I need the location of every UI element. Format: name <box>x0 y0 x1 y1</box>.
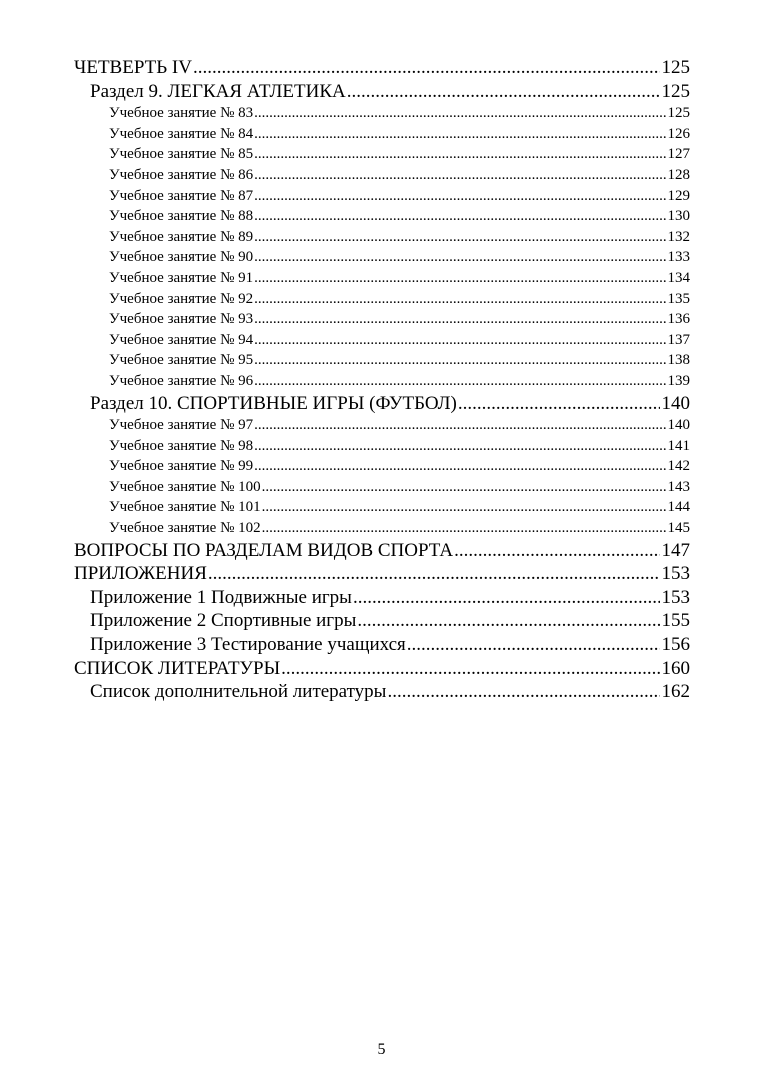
toc-entry-title: Учебное занятие № 90 <box>109 249 254 266</box>
toc-entry[interactable] <box>74 392 690 416</box>
toc-entry[interactable] <box>74 680 690 704</box>
table-of-contents <box>74 56 690 704</box>
toc-entry[interactable] <box>74 247 690 268</box>
toc-entry-page: 137 <box>667 331 690 348</box>
toc-entry-page: 147 <box>661 539 690 561</box>
toc-entry-title: Приложение 2 Спортивные игры <box>90 610 357 632</box>
toc-entry-title: Учебное занятие № 91 <box>109 269 254 286</box>
toc-leader <box>254 289 665 310</box>
toc-entry-title: Учебное занятие № 83 <box>109 105 254 122</box>
toc-leader <box>254 350 665 371</box>
toc-entry-page: 134 <box>667 269 690 286</box>
toc-leader <box>254 436 665 457</box>
toc-entry[interactable] <box>74 371 690 392</box>
toc-entry[interactable] <box>74 657 690 681</box>
toc-entry[interactable] <box>74 350 690 371</box>
toc-entry-page: 139 <box>667 372 690 389</box>
toc-entry-page: 144 <box>667 499 690 516</box>
toc-entry[interactable] <box>74 330 690 351</box>
toc-leader <box>254 456 665 477</box>
toc-entry[interactable] <box>74 56 690 80</box>
toc-entry-title: Учебное занятие № 95 <box>109 352 254 369</box>
toc-entry-page: 125 <box>667 105 690 122</box>
toc-leader <box>347 80 660 104</box>
toc-entry[interactable] <box>74 633 690 657</box>
toc-entry[interactable] <box>74 206 690 227</box>
toc-leader <box>254 124 665 145</box>
toc-leader <box>262 497 666 518</box>
toc-entry[interactable] <box>74 609 690 633</box>
toc-entry-page: 128 <box>667 166 690 183</box>
toc-entry-page: 140 <box>661 392 690 414</box>
toc-entry[interactable] <box>74 436 690 457</box>
toc-entry-page: 153 <box>661 586 690 608</box>
toc-leader <box>254 103 665 124</box>
toc-entry-title: Учебное занятие № 93 <box>109 311 254 328</box>
toc-entry-title: Раздел 9. ЛЕГКАЯ АТЛЕТИКА <box>90 80 346 102</box>
toc-leader <box>357 609 659 633</box>
toc-entry[interactable] <box>74 562 690 586</box>
toc-entry-title: Учебное занятие № 86 <box>109 166 254 183</box>
toc-leader <box>262 518 666 539</box>
toc-entry-page: 133 <box>667 249 690 266</box>
toc-entry[interactable] <box>74 539 690 563</box>
toc-entry[interactable] <box>74 144 690 165</box>
toc-entry-title: Учебное занятие № 84 <box>109 125 254 142</box>
toc-leader <box>454 539 659 563</box>
toc-entry-page: 126 <box>667 125 690 142</box>
toc-leader <box>458 392 660 416</box>
toc-leader <box>193 56 660 80</box>
toc-entry-title: СПИСОК ЛИТЕРАТУРЫ <box>74 657 281 679</box>
toc-leader <box>353 586 660 610</box>
toc-leader <box>254 206 665 227</box>
toc-leader <box>254 371 665 392</box>
toc-entry[interactable] <box>74 518 690 539</box>
toc-leader <box>387 680 659 704</box>
toc-entry-page: 142 <box>667 458 690 475</box>
toc-entry-page: 141 <box>667 437 690 454</box>
toc-entry-page: 127 <box>667 146 690 163</box>
toc-entry-page: 153 <box>661 563 690 585</box>
toc-entry-title: ЧЕТВЕРТЬ IV <box>74 57 192 78</box>
toc-entry-page: 138 <box>667 352 690 369</box>
toc-entry-page: 143 <box>667 478 690 495</box>
toc-entry[interactable] <box>74 456 690 477</box>
toc-entry-title: Учебное занятие № 92 <box>109 290 254 307</box>
toc-leader <box>254 247 665 268</box>
toc-entry-page: 136 <box>667 311 690 328</box>
toc-entry-title: Учебное занятие № 97 <box>109 417 254 434</box>
toc-entry-title: Учебное занятие № 89 <box>109 228 254 245</box>
toc-entry-page: 125 <box>661 57 690 78</box>
toc-entry[interactable] <box>74 289 690 310</box>
toc-entry-page: 130 <box>667 208 690 225</box>
toc-entry-page: 156 <box>661 634 690 656</box>
toc-entry-page: 125 <box>661 80 690 102</box>
toc-entry[interactable] <box>74 227 690 248</box>
toc-entry-title: Учебное занятие № 101 <box>109 499 261 516</box>
toc-entry-page: 145 <box>667 520 690 537</box>
toc-entry-page: 132 <box>667 228 690 245</box>
toc-entry-title: Приложение 3 Тестирование учащихся <box>90 634 406 656</box>
toc-entry-title: Учебное занятие № 87 <box>109 187 254 204</box>
toc-entry-page: 129 <box>667 187 690 204</box>
toc-entry-page: 160 <box>661 657 690 679</box>
toc-leader <box>254 415 665 436</box>
toc-entry-title: Раздел 10. СПОРТИВНЫЕ ИГРЫ (ФУТБОЛ) <box>90 392 457 414</box>
toc-leader <box>262 477 666 498</box>
toc-entry-page: 162 <box>661 681 690 703</box>
toc-entry[interactable] <box>74 186 690 207</box>
toc-leader <box>254 186 665 207</box>
toc-leader <box>407 633 660 657</box>
toc-entry-title: ВОПРОСЫ ПО РАЗДЕЛАМ ВИДОВ СПОРТА <box>74 539 454 561</box>
toc-leader <box>208 562 660 586</box>
toc-entry-title: Список дополнительной литературы <box>90 681 387 703</box>
toc-entry[interactable] <box>74 497 690 518</box>
toc-entry-title: Учебное занятие № 94 <box>109 331 254 348</box>
toc-entry-title: Учебное занятие № 102 <box>109 520 261 537</box>
toc-leader <box>254 309 665 330</box>
toc-entry[interactable] <box>74 586 690 610</box>
toc-entry-title: Учебное занятие № 85 <box>109 146 254 163</box>
page-number: 5 <box>377 1041 386 1058</box>
toc-leader <box>254 227 665 248</box>
toc-entry-title: Учебное занятие № 88 <box>109 208 254 225</box>
toc-entry-title: Учебное занятие № 100 <box>109 478 261 495</box>
toc-entry[interactable] <box>74 477 690 498</box>
toc-entry[interactable] <box>74 309 690 330</box>
toc-entry-title: Приложение 1 Подвижные игры <box>90 586 352 608</box>
toc-entry-page: 135 <box>667 290 690 307</box>
toc-leader <box>281 657 659 681</box>
toc-leader <box>254 330 665 351</box>
toc-entry[interactable] <box>74 103 690 124</box>
toc-entry-title: Учебное занятие № 98 <box>109 437 254 454</box>
toc-entry[interactable] <box>74 124 690 145</box>
toc-entry-title: Учебное занятие № 99 <box>109 458 254 475</box>
toc-entry[interactable] <box>74 268 690 289</box>
toc-leader <box>254 165 665 186</box>
toc-entry-page: 140 <box>667 417 690 434</box>
toc-entry-page: 155 <box>661 610 690 632</box>
toc-entry-title: ПРИЛОЖЕНИЯ <box>74 563 207 585</box>
toc-leader <box>254 268 665 289</box>
toc-entry[interactable] <box>74 80 690 104</box>
toc-entry-title: Учебное занятие № 96 <box>109 372 254 389</box>
toc-entry[interactable] <box>74 165 690 186</box>
toc-leader <box>254 144 665 165</box>
toc-entry[interactable] <box>74 415 690 436</box>
